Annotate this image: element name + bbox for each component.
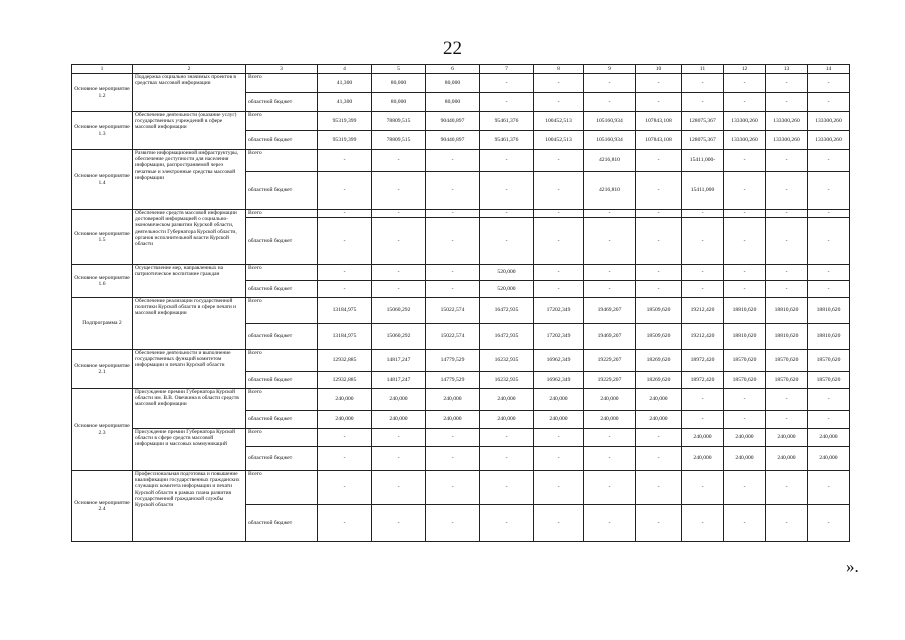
value-cell: 105160,934 xyxy=(584,131,636,150)
value-cell: - xyxy=(372,210,426,218)
value-cell: - xyxy=(636,218,682,265)
value-cell: 78809,515 xyxy=(372,131,426,150)
value-cell: - xyxy=(584,471,636,505)
table-row-total xyxy=(72,210,850,218)
value-cell: 15411,000- xyxy=(682,150,724,172)
value-cell: 133300,260 xyxy=(724,131,766,150)
activity-code-cell: Основное мероприятие 1.3 xyxy=(72,112,133,150)
value-cell: - xyxy=(682,281,724,298)
value-cell: - xyxy=(724,74,766,93)
source-label-cell: Всего xyxy=(246,471,318,505)
value-cell: 240,000 xyxy=(766,447,808,471)
header-cell: 10 xyxy=(636,65,682,74)
value-cell: - xyxy=(372,172,426,210)
value-cell: - xyxy=(766,411,808,429)
value-cell: - xyxy=(584,74,636,93)
table-row-total xyxy=(72,471,850,505)
value-cell: 133300,260 xyxy=(808,131,850,150)
value-cell: - xyxy=(318,150,372,172)
activity-code-cell: Подпрограмма 2 xyxy=(72,298,133,350)
value-cell: 14817,247 xyxy=(372,372,426,389)
table-row-total xyxy=(72,150,850,172)
source-label-cell: Всего xyxy=(246,298,318,324)
value-cell: - xyxy=(480,218,534,265)
value-cell: - xyxy=(426,429,480,447)
value-cell: 95461,376 xyxy=(480,112,534,131)
value-cell: 100452,513 xyxy=(534,112,584,131)
activity-name-cell: Развитие информационной инфраструктуры, обеспечение доступности для населения информации, распространяемой через печатные и электронные средства массовой информации xyxy=(133,150,246,210)
value-cell: 18972,420 xyxy=(682,372,724,389)
value-cell: 18570,620 xyxy=(766,350,808,372)
value-cell: 15022,574 xyxy=(426,324,480,350)
value-cell: - xyxy=(534,74,584,93)
value-cell: 19212,420 xyxy=(682,324,724,350)
value-cell: 80,000 xyxy=(372,74,426,93)
value-cell: - xyxy=(480,74,534,93)
value-cell: - xyxy=(426,471,480,505)
value-cell: - xyxy=(426,265,480,281)
value-cell: - xyxy=(480,172,534,210)
value-cell: - xyxy=(534,471,584,505)
activity-code-cell: Основное мероприятие 1.4 xyxy=(72,150,133,210)
value-cell: - xyxy=(636,505,682,542)
value-cell: - xyxy=(636,93,682,112)
source-label-cell: областной бюджет xyxy=(246,324,318,350)
value-cell: 240,000 xyxy=(682,429,724,447)
value-cell: - xyxy=(766,389,808,411)
value-cell: - xyxy=(480,210,534,218)
activity-name-cell: Присуждение премии Губернатора Курской области в сфере средств массовой информации и массовых коммуникаций xyxy=(133,429,246,471)
activity-name-cell: Обеспечение средств массовой информации достоверной информацией о социально-экономическом развитии Курской области, деятельности Губернатора Курской области, органов исполнительной власти Курской области xyxy=(133,210,246,265)
value-cell: - xyxy=(766,150,808,172)
source-label-cell: областной бюджет xyxy=(246,505,318,542)
activity-name-cell: Обеспечение деятельности (оказание услуг) государственных учреждений в сфере массовой информации xyxy=(133,112,246,150)
value-cell: - xyxy=(682,74,724,93)
value-cell: - xyxy=(584,93,636,112)
value-cell: 18972,420 xyxy=(682,350,724,372)
value-cell: 133300,260 xyxy=(766,112,808,131)
value-cell: - xyxy=(372,505,426,542)
value-cell: - xyxy=(426,210,480,218)
value-cell: - xyxy=(426,447,480,471)
source-label-cell: областной бюджет xyxy=(246,447,318,471)
header-cell: 13 xyxy=(766,65,808,74)
value-cell: 240,000 xyxy=(808,429,850,447)
value-cell: 15060,292 xyxy=(372,324,426,350)
value-cell: 95319,399 xyxy=(318,112,372,131)
table-row-total xyxy=(72,298,850,324)
table-row-total xyxy=(72,389,850,411)
value-cell: 16962,349 xyxy=(534,350,584,372)
value-cell: - xyxy=(534,429,584,447)
header-cell: 5 xyxy=(372,65,426,74)
value-cell: 18269,620 xyxy=(636,372,682,389)
value-cell: 133300,260 xyxy=(766,131,808,150)
header-cell: 9 xyxy=(584,65,636,74)
value-cell: 80,000 xyxy=(372,93,426,112)
value-cell: - xyxy=(318,447,372,471)
value-cell: - xyxy=(808,389,850,411)
value-cell: 18810,620 xyxy=(808,298,850,324)
value-cell: 18570,620 xyxy=(808,350,850,372)
value-cell: 240,000 xyxy=(480,411,534,429)
value-cell: 240,000 xyxy=(372,411,426,429)
value-cell: 520,000 xyxy=(480,281,534,298)
value-cell: 240,000 xyxy=(318,389,372,411)
value-cell: 240,000 xyxy=(534,389,584,411)
table-row-total xyxy=(72,265,850,281)
header-cell: 14 xyxy=(808,65,850,74)
value-cell: - xyxy=(766,74,808,93)
value-cell: 18810,620 xyxy=(766,324,808,350)
value-cell: - xyxy=(480,505,534,542)
value-cell: 520,000 xyxy=(480,265,534,281)
source-label-cell: Всего xyxy=(246,112,318,131)
value-cell: - xyxy=(318,172,372,210)
value-cell: 18810,620 xyxy=(808,324,850,350)
source-label-cell: областной бюджет xyxy=(246,93,318,112)
end-mark: ». xyxy=(846,557,859,576)
source-label-cell: областной бюджет xyxy=(246,131,318,150)
value-cell: - xyxy=(584,447,636,471)
value-cell: 240,000 xyxy=(534,411,584,429)
value-cell: - xyxy=(534,93,584,112)
value-cell: - xyxy=(480,429,534,447)
value-cell: 128075,367 xyxy=(682,131,724,150)
value-cell: 16472,935 xyxy=(480,324,534,350)
value-cell: 240,000 xyxy=(584,411,636,429)
activity-code-cell: Основное мероприятие 1.5 xyxy=(72,210,133,265)
value-cell: - xyxy=(534,150,584,172)
source-label-cell: областной бюджет xyxy=(246,411,318,429)
value-cell: - xyxy=(584,429,636,447)
table-row-total xyxy=(72,429,850,447)
table-row-total xyxy=(72,112,850,131)
value-cell: - xyxy=(372,265,426,281)
header-cell: 3 xyxy=(246,65,318,74)
value-cell: 240,000 xyxy=(584,389,636,411)
value-cell: - xyxy=(584,505,636,542)
value-cell: 19469,207 xyxy=(584,298,636,324)
source-label-cell: областной бюджет xyxy=(246,172,318,210)
value-cell: 18570,620 xyxy=(724,350,766,372)
value-cell: 19229,207 xyxy=(584,372,636,389)
value-cell: - xyxy=(534,505,584,542)
value-cell: 133300,260 xyxy=(808,112,850,131)
value-cell: 107843,108 xyxy=(636,112,682,131)
value-cell: 240,000 xyxy=(426,411,480,429)
value-cell: 18810,620 xyxy=(766,298,808,324)
value-cell: - xyxy=(766,265,808,281)
source-label-cell: Всего xyxy=(246,74,318,93)
value-cell: 240,000 xyxy=(636,411,682,429)
value-cell: - xyxy=(534,172,584,210)
source-label-cell: Всего xyxy=(246,389,318,411)
value-cell: 18509,620 xyxy=(636,324,682,350)
activity-code-cell: Основное мероприятие 2.3 xyxy=(72,389,133,471)
value-cell: - xyxy=(584,265,636,281)
value-cell: 41,300 xyxy=(318,74,372,93)
source-label-cell: Всего xyxy=(246,265,318,281)
activity-code-cell: Основное мероприятие 2.1 xyxy=(72,350,133,389)
source-label-cell: областной бюджет xyxy=(246,281,318,298)
value-cell: 17202,349 xyxy=(534,324,584,350)
value-cell: - xyxy=(724,505,766,542)
value-cell: 133300,260 xyxy=(724,112,766,131)
value-cell: - xyxy=(636,210,682,218)
value-cell: 18570,620 xyxy=(724,372,766,389)
value-cell: - xyxy=(724,218,766,265)
value-cell: - xyxy=(808,281,850,298)
value-cell: 14779,529 xyxy=(426,350,480,372)
value-cell: - xyxy=(584,210,636,218)
value-cell: - xyxy=(724,93,766,112)
page-number: 22 xyxy=(443,38,462,59)
value-cell: - xyxy=(372,429,426,447)
value-cell: - xyxy=(372,281,426,298)
value-cell: 78809,515 xyxy=(372,112,426,131)
value-cell: 19469,207 xyxy=(584,324,636,350)
value-cell: - xyxy=(766,93,808,112)
value-cell: 240,000 xyxy=(426,389,480,411)
value-cell: 12932,885 xyxy=(318,350,372,372)
value-cell: 16472,935 xyxy=(480,298,534,324)
value-cell: - xyxy=(636,447,682,471)
value-cell: 4216,810 xyxy=(584,150,636,172)
value-cell: - xyxy=(636,471,682,505)
header-cell: 4 xyxy=(318,65,372,74)
value-cell: - xyxy=(724,265,766,281)
value-cell: - xyxy=(636,150,682,172)
value-cell: 18509,620 xyxy=(636,298,682,324)
value-cell: - xyxy=(808,150,850,172)
value-cell: 240,000 xyxy=(480,389,534,411)
value-cell: 240,000 xyxy=(682,447,724,471)
value-cell: - xyxy=(766,218,808,265)
value-cell: 4216,810 xyxy=(584,172,636,210)
value-cell: - xyxy=(318,429,372,447)
activity-code-cell: Основное мероприятие 1.2 xyxy=(72,74,133,112)
value-cell: - xyxy=(808,93,850,112)
value-cell: 19229,207 xyxy=(584,350,636,372)
value-cell: - xyxy=(534,447,584,471)
value-cell: - xyxy=(682,411,724,429)
value-cell: 19212,420 xyxy=(682,298,724,324)
activity-name-cell: Обеспечение реализации государственной политики Курской области в сфере печати и массовой информации xyxy=(133,298,246,350)
budget-table xyxy=(71,64,850,542)
header-cell: 11 xyxy=(682,65,724,74)
value-cell: 16962,349 xyxy=(534,372,584,389)
value-cell: - xyxy=(372,447,426,471)
value-cell: 14817,247 xyxy=(372,350,426,372)
value-cell: - xyxy=(426,172,480,210)
value-cell: - xyxy=(426,218,480,265)
value-cell: - xyxy=(682,389,724,411)
value-cell: - xyxy=(534,218,584,265)
value-cell: - xyxy=(636,265,682,281)
value-cell: 13184,975 xyxy=(318,298,372,324)
value-cell: - xyxy=(636,74,682,93)
value-cell: - xyxy=(534,265,584,281)
value-cell: - xyxy=(766,471,808,505)
value-cell: - xyxy=(318,471,372,505)
activity-name-cell: Поддержка социально значимых проектов в средствах массовой информации xyxy=(133,74,246,112)
value-cell: - xyxy=(808,471,850,505)
value-cell: 240,000 xyxy=(636,389,682,411)
value-cell: - xyxy=(724,281,766,298)
value-cell: - xyxy=(724,389,766,411)
value-cell: - xyxy=(636,429,682,447)
value-cell: 13184,975 xyxy=(318,324,372,350)
source-label-cell: областной бюджет xyxy=(246,218,318,265)
value-cell: - xyxy=(372,218,426,265)
value-cell: - xyxy=(426,281,480,298)
value-cell: 240,000 xyxy=(372,389,426,411)
value-cell: 105160,934 xyxy=(584,112,636,131)
value-cell: 90440,897 xyxy=(426,131,480,150)
value-cell: - xyxy=(808,505,850,542)
value-cell: - xyxy=(480,93,534,112)
value-cell: - xyxy=(372,150,426,172)
value-cell: 41,300 xyxy=(318,93,372,112)
value-cell: - xyxy=(808,210,850,218)
value-cell: 240,000 xyxy=(766,429,808,447)
source-label-cell: Всего xyxy=(246,150,318,172)
value-cell: - xyxy=(766,210,808,218)
table-row-total xyxy=(72,350,850,372)
value-cell: 240,000 xyxy=(724,429,766,447)
value-cell: - xyxy=(808,172,850,210)
value-cell: 15411,000 xyxy=(682,172,724,210)
header-cell: 8 xyxy=(534,65,584,74)
value-cell: 18570,620 xyxy=(766,372,808,389)
value-cell: 18570,620 xyxy=(808,372,850,389)
source-label-cell: Всего xyxy=(246,350,318,372)
value-cell: - xyxy=(808,218,850,265)
value-cell: 80,000 xyxy=(426,74,480,93)
value-cell: 16232,935 xyxy=(480,350,534,372)
source-label-cell: областной бюджет xyxy=(246,372,318,389)
value-cell: - xyxy=(724,411,766,429)
activity-name-cell: Обеспечение деятельности и выполнение государственных функций комитетом информации и печати Курской области xyxy=(133,350,246,389)
value-cell: 240,000 xyxy=(724,447,766,471)
value-cell: 100452,513 xyxy=(534,131,584,150)
value-cell: 15022,574 xyxy=(426,298,480,324)
value-cell: 95461,376 xyxy=(480,131,534,150)
value-cell: - xyxy=(480,471,534,505)
value-cell: - xyxy=(480,150,534,172)
value-cell: - xyxy=(426,150,480,172)
value-cell: - xyxy=(318,210,372,218)
value-cell: 90440,897 xyxy=(426,112,480,131)
value-cell: 240,000 xyxy=(808,447,850,471)
value-cell: 18810,620 xyxy=(724,324,766,350)
value-cell: - xyxy=(682,210,724,218)
value-cell: - xyxy=(318,265,372,281)
value-cell: 17202,349 xyxy=(534,298,584,324)
value-cell: - xyxy=(682,505,724,542)
header-cell: 2 xyxy=(133,65,246,74)
value-cell: - xyxy=(584,218,636,265)
value-cell: - xyxy=(682,218,724,265)
value-cell: - xyxy=(808,74,850,93)
value-cell: - xyxy=(682,265,724,281)
value-cell: - xyxy=(766,281,808,298)
header-cell: 12 xyxy=(724,65,766,74)
table-body xyxy=(72,65,850,542)
activity-name-cell: Профессиональная подготовка и повышение квалификации государственных гражданских служащих комитета информации и печати Курской области в рамках плана развития государственной гражданской службы Курской области xyxy=(133,471,246,542)
activity-name-cell: Осуществление мер, направленных на патриотическое воспитание граждан xyxy=(133,265,246,298)
value-cell: - xyxy=(584,281,636,298)
header-cell: 6 xyxy=(426,65,480,74)
source-label-cell: Всего xyxy=(246,210,318,218)
value-cell: - xyxy=(318,505,372,542)
value-cell: - xyxy=(766,172,808,210)
value-cell: 14779,529 xyxy=(426,372,480,389)
header-cell: 7 xyxy=(480,65,534,74)
activity-name-cell: Присуждение премии Губернатора Курской области им. В.В. Овечкина в области средств массовой информации xyxy=(133,389,246,429)
value-cell: 240,000 xyxy=(318,411,372,429)
column-number-header xyxy=(72,65,850,74)
value-cell: - xyxy=(480,447,534,471)
value-cell: - xyxy=(724,150,766,172)
value-cell: - xyxy=(636,172,682,210)
value-cell: 95319,399 xyxy=(318,131,372,150)
value-cell: 12932,885 xyxy=(318,372,372,389)
value-cell: - xyxy=(724,471,766,505)
value-cell: 128075,367 xyxy=(682,112,724,131)
value-cell: 16232,935 xyxy=(480,372,534,389)
value-cell: 18269,620 xyxy=(636,350,682,372)
value-cell: - xyxy=(318,218,372,265)
value-cell: - xyxy=(682,471,724,505)
value-cell: - xyxy=(724,210,766,218)
value-cell: 18810,620 xyxy=(724,298,766,324)
value-cell: 80,000 xyxy=(426,93,480,112)
source-label-cell: Всего xyxy=(246,429,318,447)
value-cell: - xyxy=(534,210,584,218)
table-row-total xyxy=(72,74,850,93)
header-cell: 1 xyxy=(72,65,133,74)
value-cell: - xyxy=(766,505,808,542)
value-cell: - xyxy=(724,172,766,210)
value-cell: - xyxy=(372,471,426,505)
value-cell: - xyxy=(318,281,372,298)
value-cell: - xyxy=(682,93,724,112)
value-cell: 15060,292 xyxy=(372,298,426,324)
value-cell: - xyxy=(534,281,584,298)
activity-code-cell: Основное мероприятие 1.6 xyxy=(72,265,133,298)
value-cell: - xyxy=(426,505,480,542)
value-cell: - xyxy=(808,411,850,429)
value-cell: - xyxy=(636,281,682,298)
value-cell: - xyxy=(808,265,850,281)
activity-code-cell: Основное мероприятие 2.4 xyxy=(72,471,133,542)
value-cell: 107843,108 xyxy=(636,131,682,150)
